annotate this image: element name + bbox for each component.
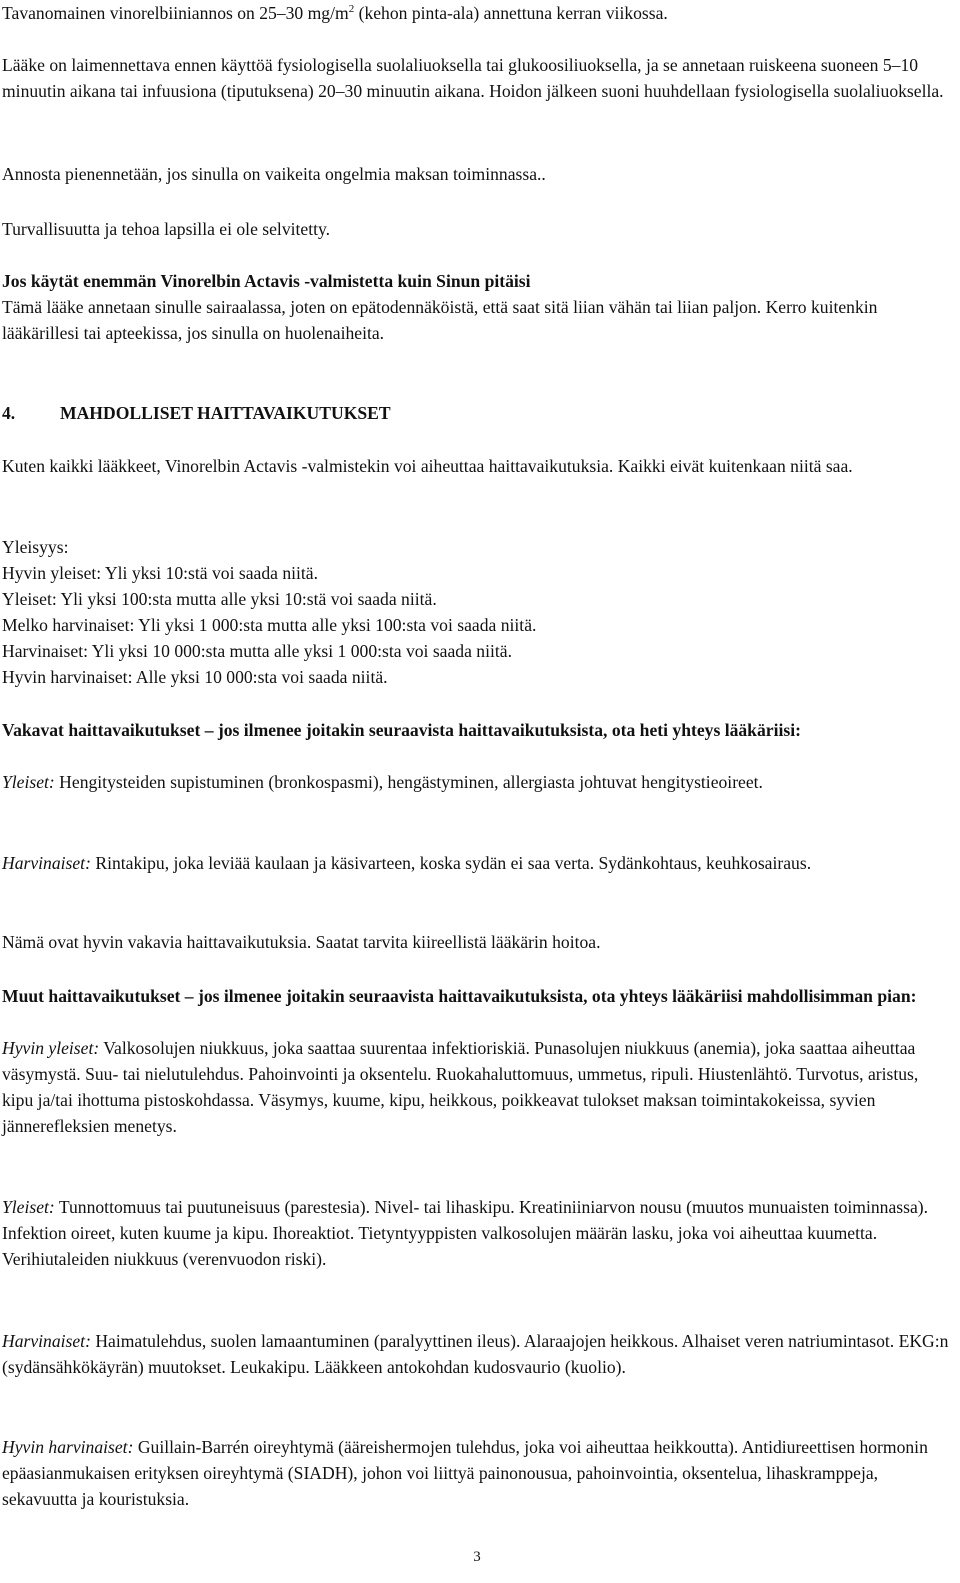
other-rare-paragraph [2,1328,952,1380]
children-paragraph: Turvallisuutta ja tehoa lapsilla ei ole selvitetty. [2,219,331,239]
frequency-label-very-rare: Hyvin harvinaiset: [2,1437,134,1457]
serious-rare-paragraph [2,850,952,876]
other-rare-text: Haimatulehdus, suolen lamaantuminen (paralyyttinen ileus). Alaraajojen heikkous. Alhaiset veren natriumintasot. EKG:n (sydänsähkökäyrän) muutokset. Leukakipu. Lääkkeen antokohdan kudosvaurio (kuolio). [2,1331,949,1377]
serious-effects-heading: Vakavat haittavaikutukset – jos ilmenee joitakin seuraavista haittavaikutuksista, ota heti yhteys lääkäriisi: [2,720,801,740]
frequency-line: Harvinaiset: Yli yksi 10 000:sta mutta alle yksi 1 000:sta voi saada niitä. [2,641,512,661]
frequency-line: Yleiset: Yli yksi 100:sta mutta alle yksi 10:stä voi saada niitä. [2,589,437,609]
frequency-line: Hyvin harvinaiset: Alle yksi 10 000:sta voi saada niitä. [2,667,388,687]
section-number: 4. [2,403,16,423]
frequency-line: Melko harvinaiset: Yli yksi 1 000:sta mutta alle yksi 100:sta voi saada niitä. [2,615,537,635]
other-common-paragraph [2,1194,952,1272]
other-very-rare-text: Guillain-Barrén oireyhtymä (ääreishermojen tulehdus, joka voi aiheuttaa heikkoutta). Antidiureettisen hormonin epäasianmukaisen erityksen oireyhtymä (SIADH), johon voi liittyä painonousua, pahoinvointia, oksentelua, lihaskramppeja, sekavuutta ja kouristuksia. [2,1437,928,1509]
frequency-label: Yleisyys: [2,537,69,557]
dilution-paragraph: Lääke on laimennettava ennen käyttöä fysiologisella suolaliuoksella tai glukoosiliuoksella, ja se annetaan ruiskeena suoneen 5–10 minuutin aikana tai infuusiona (tiputuksena) 20–30 minuutin aikana. Hoidon jälkeen suoni huuhdellaan fysiologisella suolaliuoksella. [2,55,944,101]
section-4-heading [2,400,952,426]
other-very-common-paragraph [2,1035,952,1139]
serious-rare-text: Rintakipu, joka leviää kaulaan ja käsivarteen, koska sydän ei saa verta. Sydänkohtaus, keuhkosairaus. [90,853,812,873]
liver-paragraph: Annosta pienennetään, jos sinulla on vaikeita ongelmia maksan toiminnassa.. [2,164,546,184]
page-number: 3 [473,1549,481,1565]
other-effects-heading: Muut haittavaikutukset – jos ilmenee joitakin seuraavista haittavaikutuksista, ota yhteys lääkäriisi mahdollisimman pian: [2,986,917,1006]
frequency-label-very-common: Hyvin yleiset: [2,1038,100,1058]
section-title: MAHDOLLISET HAITTAVAIKUTUKSET [60,403,391,423]
frequency-line: Hyvin yleiset: Yli yksi 10:stä voi saada niitä. [2,563,318,583]
overdose-heading: Jos käytät enemmän Vinorelbin Actavis -valmistetta kuin Sinun pitäisi [2,271,531,291]
frequency-label-common: Yleiset: [2,772,55,792]
serious-note: Nämä ovat hyvin vakavia haittavaikutuksia. Saatat tarvita kiireellistä lääkärin hoitoa. [2,932,601,952]
frequency-label-rare: Harvinaiset: [2,853,91,873]
other-very-rare-paragraph [2,1434,952,1512]
frequency-label-rare: Harvinaiset: [2,1331,91,1351]
other-very-common-text: Valkosolujen niukkuus, joka saattaa suurentaa infektioriskiä. Punasolujen niukkuus (anemia), joka saattaa aiheuttaa väsymystä. Suu- tai nielutulehdus. Pahoinvointi ja oksentelu. Ruokahaluttomuus, ummetus, ripuli. Hiustenlähtö. Turvotus, aristus, kipu ja/tai ihottuma pistoskohdassa. Väsymys, kuume, kipu, heikkous, poikkeavat tulokset maksan toimintakokeissa, syvien jännerefleksien menetys. [2,1038,919,1136]
section-4-intro: Kuten kaikki lääkkeet, Vinorelbin Actavis -valmistekin voi aiheuttaa haittavaikutuksia. Kaikki eivät kuitenkaan niitä saa. [2,456,853,476]
other-common-text: Tunnottomuus tai puutuneisuus (parestesia). Nivel- tai lihaskipu. Kreatiniiniarvon nousu (muutos munuaisten toiminnassa). Infektion oireet, kuten kuume ja kipu. Ihoreaktiot. Tietyntyyppisten valkosolujen määrän lasku, joka voi aiheuttaa kuumetta. Verihiutaleiden niukkuus (verenvuodon riski). [2,1197,929,1269]
overdose-paragraph: Tämä lääke annetaan sinulle sairaalassa, joten on epätodennäköistä, että saat sitä liian vähän tai liian paljon. Kerro kuitenkin lääkärillesi tai apteekissa, jos sinulla on huolenaiheita. [2,297,878,343]
serious-common-paragraph [2,769,952,795]
dosage-text-end: (kehon pinta-ala) annettuna kerran viikossa. [354,3,668,23]
dosage-superscript: 2 [348,3,355,15]
frequency-label-common: Yleiset: [2,1197,55,1217]
dosage-paragraph [2,0,952,26]
dosage-text: Tavanomainen vinorelbiiniannos on 25–30 mg/m [2,3,349,23]
serious-common-text: Hengitysteiden supistuminen (bronkospasmi), hengästyminen, allergiasta johtuvat hengitystieoireet. [54,772,763,792]
